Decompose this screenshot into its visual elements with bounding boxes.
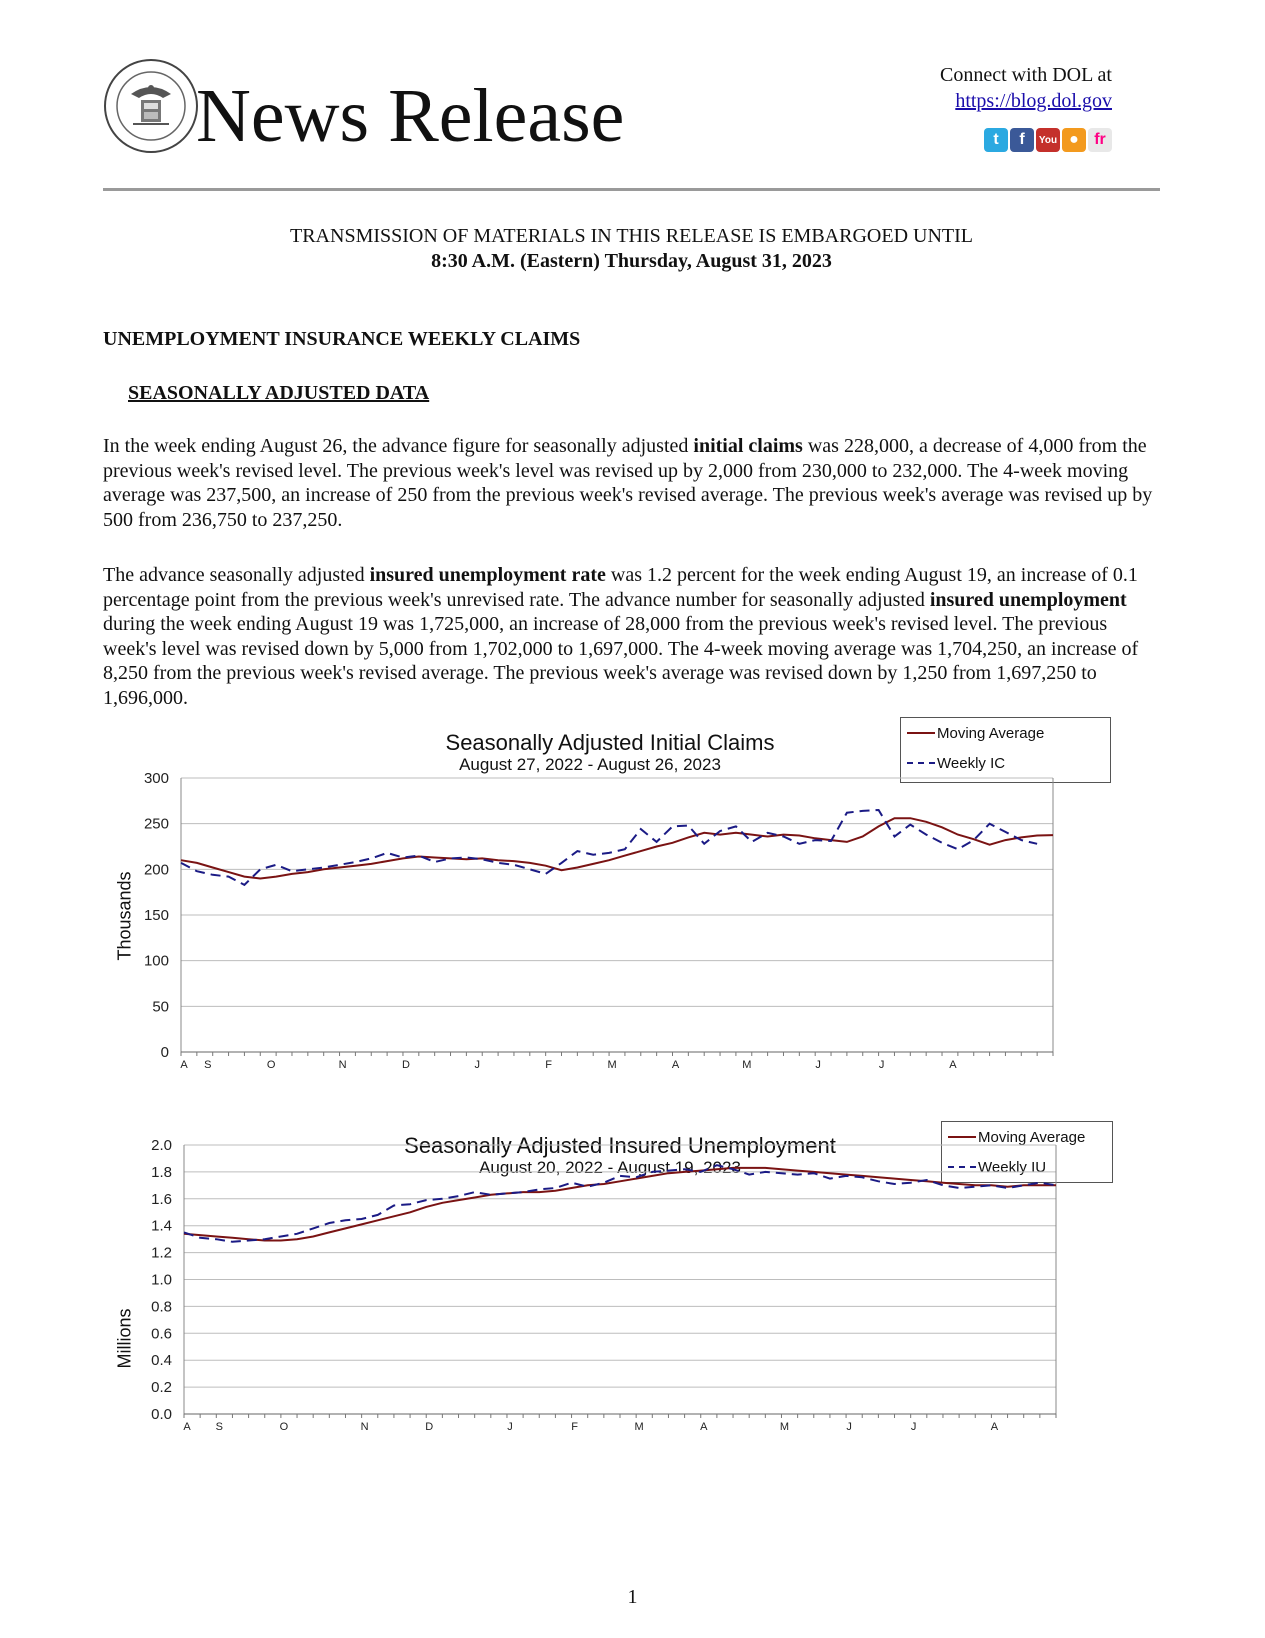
initial-claims-chart xyxy=(0,724,1265,1107)
legend-item-moving-average: Moving Average xyxy=(942,1122,1112,1152)
section-subheading: SEASONALLY ADJUSTED DATA xyxy=(128,382,430,404)
y-tick-label: 0.4 xyxy=(151,1352,172,1370)
y-tick-label: 150 xyxy=(143,907,169,924)
legend-item-weekly: Weekly IU xyxy=(942,1152,1112,1182)
dol-seal-logo xyxy=(103,58,199,154)
y-tick-label: 1.4 xyxy=(151,1217,172,1235)
y-tick-label: 0.6 xyxy=(151,1325,172,1343)
x-tick-label: N xyxy=(360,1421,369,1433)
x-tick-label: M xyxy=(779,1421,790,1433)
connect-block xyxy=(940,62,1112,114)
y-axis-label: Millions xyxy=(114,1308,135,1369)
x-tick-label: D xyxy=(425,1421,434,1433)
x-tick-label: J xyxy=(910,1421,917,1433)
y-tick-label: 0 xyxy=(160,1044,169,1061)
legend-item-weekly: Weekly IC xyxy=(901,748,1110,778)
x-tick-label: D xyxy=(401,1059,410,1071)
header-divider xyxy=(103,188,1160,191)
chart-title: Seasonally Adjusted Insured Unemployment xyxy=(404,1133,836,1158)
facebook-icon[interactable]: f xyxy=(1010,128,1034,152)
blog-icon[interactable]: ● xyxy=(1062,128,1086,152)
iur-term: insured unemployment rate xyxy=(369,564,606,586)
x-tick-label: A xyxy=(671,1059,680,1071)
x-tick-label: F xyxy=(571,1421,578,1433)
twitter-icon[interactable]: t xyxy=(984,128,1008,152)
y-axis-label: Thousands xyxy=(114,871,135,961)
embargo-notice xyxy=(103,224,1160,274)
blog-link[interactable]: https://blog.dol.gov xyxy=(955,90,1112,112)
x-tick-label: J xyxy=(878,1059,885,1071)
initial-claims-term: initial claims xyxy=(693,435,803,457)
x-tick-label: A xyxy=(183,1421,191,1433)
x-tick-label: S xyxy=(215,1421,223,1433)
legend-item-moving-average: Moving Average xyxy=(901,718,1110,748)
x-tick-label: A xyxy=(180,1059,188,1071)
flickr-icon[interactable]: fr xyxy=(1088,128,1112,152)
chart-subtitle: August 27, 2022 - August 26, 2023 xyxy=(459,755,721,774)
page-title: News Release xyxy=(196,74,625,158)
social-icons xyxy=(984,128,1112,152)
series-weekly-ic xyxy=(181,810,1037,885)
x-tick-label: M xyxy=(742,1059,752,1071)
x-tick-label: J xyxy=(846,1421,852,1433)
insured-unemployment-chart xyxy=(0,1118,1265,1498)
y-tick-label: 1.0 xyxy=(151,1271,172,1289)
insured-unemployment-term: insured unemployment xyxy=(929,588,1127,611)
connect-text: Connect with DOL at xyxy=(939,64,1112,86)
chart-subtitle: August 20, 2022 - August 19, 2023 xyxy=(479,1158,741,1177)
y-tick-label: 0.2 xyxy=(151,1379,172,1397)
y-tick-label: 1.2 xyxy=(151,1244,172,1262)
y-tick-label: 1.6 xyxy=(151,1190,172,1208)
x-tick-label: M xyxy=(607,1059,617,1071)
y-tick-label: 50 xyxy=(152,998,169,1016)
x-tick-label: N xyxy=(338,1059,347,1071)
series-moving-average xyxy=(184,1168,1056,1241)
x-tick-label: O xyxy=(266,1059,276,1071)
x-tick-label: J xyxy=(474,1059,481,1071)
y-tick-label: 0.0 xyxy=(151,1406,172,1423)
x-tick-label: A xyxy=(949,1059,957,1071)
x-tick-label: A xyxy=(990,1421,999,1433)
y-tick-label: 300 xyxy=(143,770,169,787)
x-tick-label: S xyxy=(204,1059,212,1071)
x-tick-label: J xyxy=(815,1059,821,1071)
y-tick-label: 2.0 xyxy=(151,1137,172,1154)
y-tick-label: 250 xyxy=(143,815,169,833)
chart-plot xyxy=(0,735,1265,1107)
series-weekly-iu xyxy=(184,1165,1056,1242)
page-number: 1 xyxy=(627,1586,638,1608)
x-tick-label: O xyxy=(279,1421,289,1433)
embargo-line-2: 8:30 A.M. (Eastern) Thursday, August 31, 2023 xyxy=(431,250,832,272)
x-tick-label: A xyxy=(700,1421,708,1433)
y-tick-label: 0.8 xyxy=(151,1298,172,1316)
initial-claims-paragraph: In the week ending August 26, the advance figure for seasonally adjusted initial claims was 228,000, a decrease of 4,000 from the previous week's revised level. The previous week's level was revised up by 2,000 from 230,000 to 232,000. The 4-week moving average was 237,500, an increase of 250 from the previous week's revised average. The previous week's average was revised up by 500 from 236,750 to 237,250. xyxy=(103,435,1153,531)
insured-unemployment-paragraph: The advance seasonally adjusted insured unemployment rate was 1.2 percent for the week ending August 19, an increase of 0.1 percentage point from the previous week's unrevised rate. The advance number for seasonally adjusted insured unemployment during the week ending August 19 was 1,725,000, an increase of 28,000 from the previous week's revised level. The previous week's level was revised down by 5,000 from 1,702,000 to 1,697,000. The 4-week moving average was 1,704,250, an increase of 8,250 from the previous week's revised average. The previous week's average was revised down by 1,250 from 1,697,250 to 1,696,000. xyxy=(103,564,1139,709)
youtube-icon[interactable]: You xyxy=(1036,128,1060,152)
section-heading: UNEMPLOYMENT INSURANCE WEEKLY CLAIMS xyxy=(103,328,581,350)
x-tick-label: M xyxy=(634,1421,644,1433)
embargo-line-1: TRANSMISSION OF MATERIALS IN THIS RELEASE IS EMBARGOED UNTIL xyxy=(290,225,973,247)
chart-title: Seasonally Adjusted Initial Claims xyxy=(445,730,775,755)
y-tick-label: 200 xyxy=(143,861,169,879)
x-tick-label: F xyxy=(545,1059,553,1071)
y-tick-label: 100 xyxy=(143,952,169,970)
chart-plot xyxy=(0,1118,1265,1498)
x-tick-label: J xyxy=(507,1421,513,1433)
y-tick-label: 1.8 xyxy=(151,1163,172,1181)
